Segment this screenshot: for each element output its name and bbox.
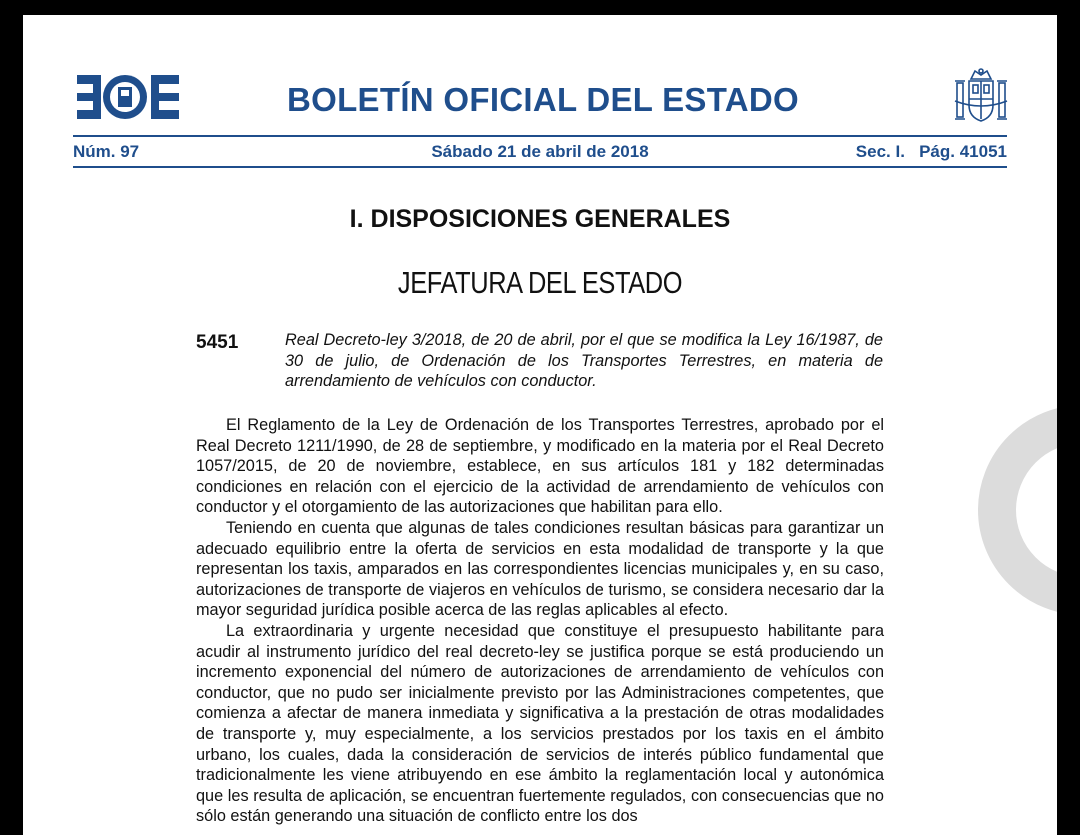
paragraph: El Reglamento de la Ley de Ordenación de los Transportes Terrestres, aprobado por el Real Decreto 1211/1990, de 28 de septiembre, y modificado en la materia por el Real Decreto 1057/2015, de 20 de noviembre, establece, en sus artículos 181 y 182 determinadas condiciones en relación con el ejercicio de la actividad de arrendamiento de vehículos con conductor y el otorgamiento de las autorizaciones que habilitan para ello. — [196, 416, 884, 517]
coat-of-arms-icon — [953, 67, 1009, 125]
paragraph: La extraordinaria y urgente necesidad que constituye el presupuesto habilitante para acudir al instrumento jurídico del real decreto-ley se justifica porque se está produciendo un incremento exponencial del número de autorizaciones de arrendamiento de vehículos con conductor, que no pudo ser inicialmente previsto por las Administraciones competentes, que comienza a afectar de manera inmediata y significativa a la prestación de otras modalidades de transporte y, muy especialmente, a los servicios prestados por los taxis en el ámbito urbano, los cuales, dada la consideración de servicios de interés público fundamental que tradicionalmente les viene atribuyendo en ese ámbito la reglamentación local y autonómica que les resulta de aplicación, se encuentran fuertemente regulados, con consecuencias que no sólo están generando una situación de conflicto entre los dos — [196, 621, 884, 826]
document-page — [23, 15, 1057, 835]
entry-summary: Real Decreto-ley 3/2018, de 20 de abril, por el que se modifica la Ley 16/1987, de 30 de julio, de Ordenación de los Transportes Terrestres, en materia de arrendamiento de vehículos con conductor. — [285, 331, 883, 390]
overlay-circle — [978, 405, 1057, 615]
issue-date: Sábado 21 de abril de 2018 — [431, 142, 649, 161]
issue-number: Núm. 97 — [73, 142, 140, 161]
gazette-title: BOLETÍN OFICIAL DEL ESTADO — [287, 81, 799, 118]
header-rule-bottom — [73, 166, 1007, 168]
section-title: I. DISPOSICIONES GENERALES — [349, 205, 731, 233]
document-body — [196, 415, 884, 827]
organism-title: JEFATURA DEL ESTADO — [397, 265, 683, 300]
header-rule-top — [73, 135, 1007, 137]
boe-logo-icon — [71, 75, 179, 119]
paragraph: Teniendo en cuenta que algunas de tales condiciones resultan básicas para garantizar un adecuado equilibrio entre la oferta de servicios en esta modalidad de transporte y la que representan los taxis, amparados en las correspondientes licencias municipales y, en su caso, autorizaciones de transporte de viajeros en vehículos de turismo, se considera necesario dar la mayor seguridad jurídica posible acerca de las reglas aplicables al efecto. — [196, 518, 884, 620]
entry-number: 5451 — [196, 332, 239, 353]
section-page: Sec. I. Pág. 41051 — [855, 142, 1007, 161]
